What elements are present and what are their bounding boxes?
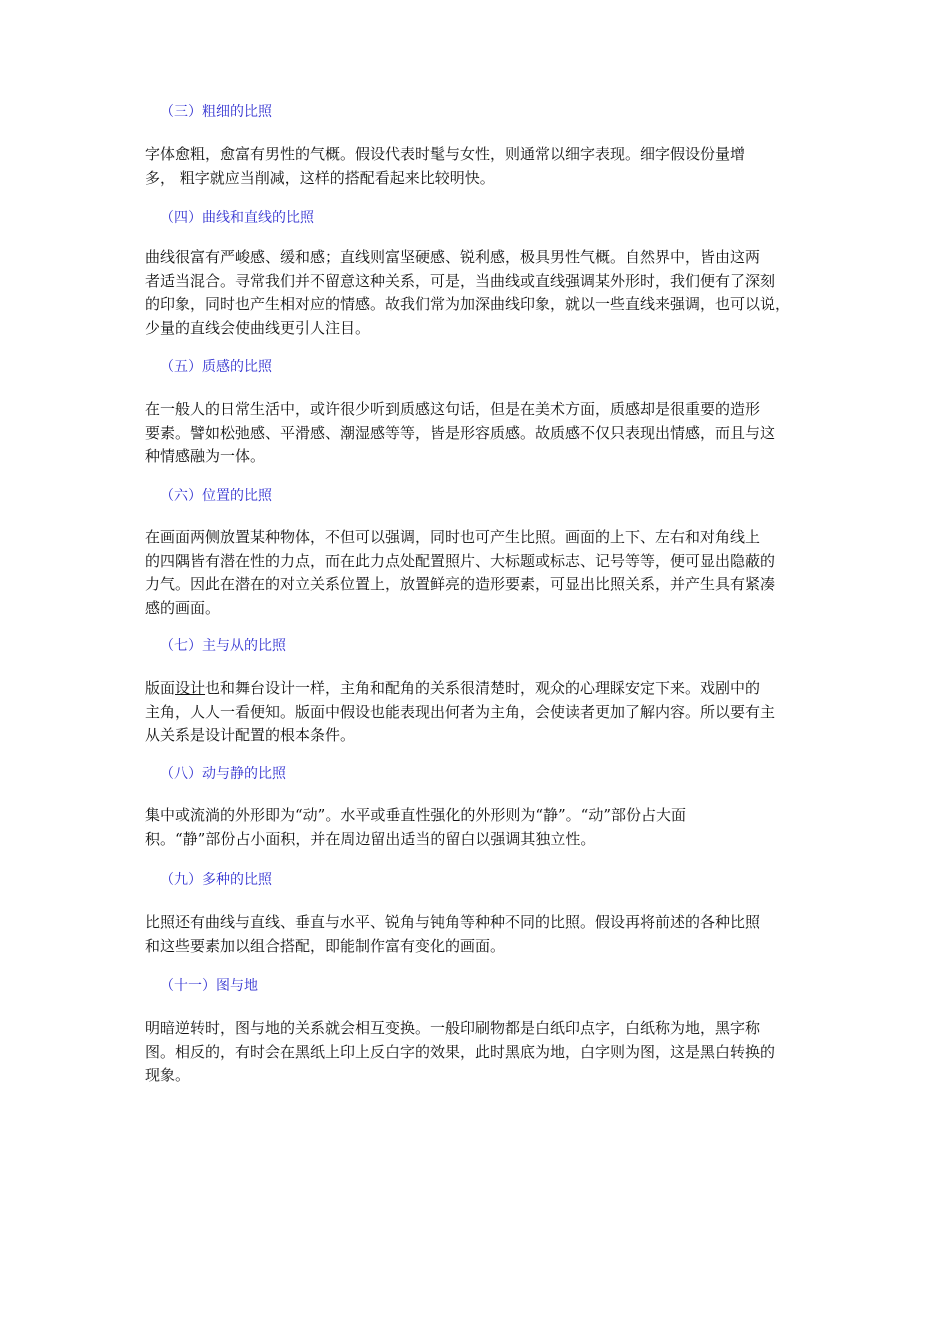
section-body-7: [145, 677, 857, 748]
section-body-4: [145, 246, 857, 340]
body-line: 多， 粗字就应当削减，这样的搭配看起来比较明快。: [145, 168, 495, 187]
body-line: 明暗逆转时，图与地的关系就会相互变换。一般印刷物都是白纸印点字，白纸称为地，黑字称: [145, 1019, 761, 1037]
section-body-5: [145, 398, 857, 469]
body-line: 现象。: [145, 1066, 191, 1084]
body-line: 和这些要素加以组合搭配，即能制作富有变化的画面。: [145, 936, 506, 955]
section-body-3: [145, 143, 857, 190]
section-heading-3: （三）粗细的比照: [160, 104, 272, 120]
design-link[interactable]: 设计: [175, 679, 206, 697]
body-line: 在画面两侧放置某种物体，不但可以强调，同时也可产生比照。画面的上下、左右和对角线上: [145, 528, 761, 546]
body-line: 要素。譬如松弛感、平滑感、潮湿感等等，皆是形容质感。故质感不仅只表现出情感，而且与这: [145, 423, 776, 442]
section-heading-11: （十一）图与地: [160, 978, 258, 994]
body-line: 者适当混合。寻常我们并不留意这种关系，可是，当曲线或直线强调某外形时，我们便有了深刻: [145, 271, 776, 290]
body-line: 力气。因此在潜在的对立关系位置上，放置鲜亮的造形要素，可显出比照关系，并产生具有紧凑: [145, 575, 776, 593]
section-heading-9: （九）多种的比照: [160, 872, 272, 888]
section-heading-7: （七）主与从的比照: [160, 638, 286, 654]
body-line: 少量的直线会使曲线更引人注目。: [145, 318, 371, 337]
body-line: 图。相反的，有时会在黑纸上印上反白字的效果，此时黑底为地，白字则为图，这是黑白转换的: [145, 1042, 776, 1061]
body-line: 从关系是设计配置的根本条件。: [145, 726, 356, 744]
body-text: 也和舞台设计一样，主角和配角的关系很清楚时，观众的心理睬安定下来。戏剧中的: [205, 679, 761, 697]
body-line: 曲线很富有严峻感、缓和感；直线则富坚硬感、锐利感，极具男性气概。自然界中，皆由这两: [145, 248, 761, 266]
body-line: 的印象，同时也产生相对应的情感。故我们常为加深曲线印象，就以一些直线来强调，也可以说，: [145, 295, 791, 313]
body-line: 在一般人的日常生活中，或许很少听到质感这句话，但是在美术方面，质感却是很重要的造形: [145, 400, 761, 418]
body-line: 主角，人人一看便知。版面中假设也能表现出何者为主角，会使读者更加了解内容。所以要有主: [145, 702, 776, 721]
body-line: 种情感融为一体。: [145, 447, 266, 465]
section-heading-8: （八）动与静的比照: [160, 766, 286, 782]
body-line: 比照还有曲线与直线、垂直与水平、锐角与钝角等种种不同的比照。假设再将前述的各种比照: [145, 913, 761, 931]
body-line: 字体愈粗，愈富有男性的气概。假设代表时髦与女性，则通常以细字表现。细字假设份量增: [145, 145, 746, 163]
section-heading-6: （六）位置的比照: [160, 488, 272, 504]
section-body-9: [145, 911, 857, 958]
body-line: 感的画面。: [145, 598, 221, 617]
body-line: 的四隅皆有潜在性的力点，而在此力点处配置照片、大标题或标志、记号等等，便可显出隐蔽的: [145, 551, 776, 570]
section-heading-4: （四）曲线和直线的比照: [160, 210, 314, 226]
section-body-6: [145, 526, 857, 620]
body-line: [145, 677, 857, 701]
body-line: 集中或流淌的外形即为“动”。水平或垂直性强化的外形则为“静”。“动”部份占大面: [145, 806, 687, 824]
body-line: 积。“静”部份占小面积，并在周边留出适当的留白以强调其独立性。: [145, 829, 596, 848]
section-body-8: [145, 804, 857, 851]
body-text: 版面: [145, 679, 176, 697]
section-heading-5: （五）质感的比照: [160, 359, 272, 375]
section-body-11: [145, 1017, 857, 1088]
